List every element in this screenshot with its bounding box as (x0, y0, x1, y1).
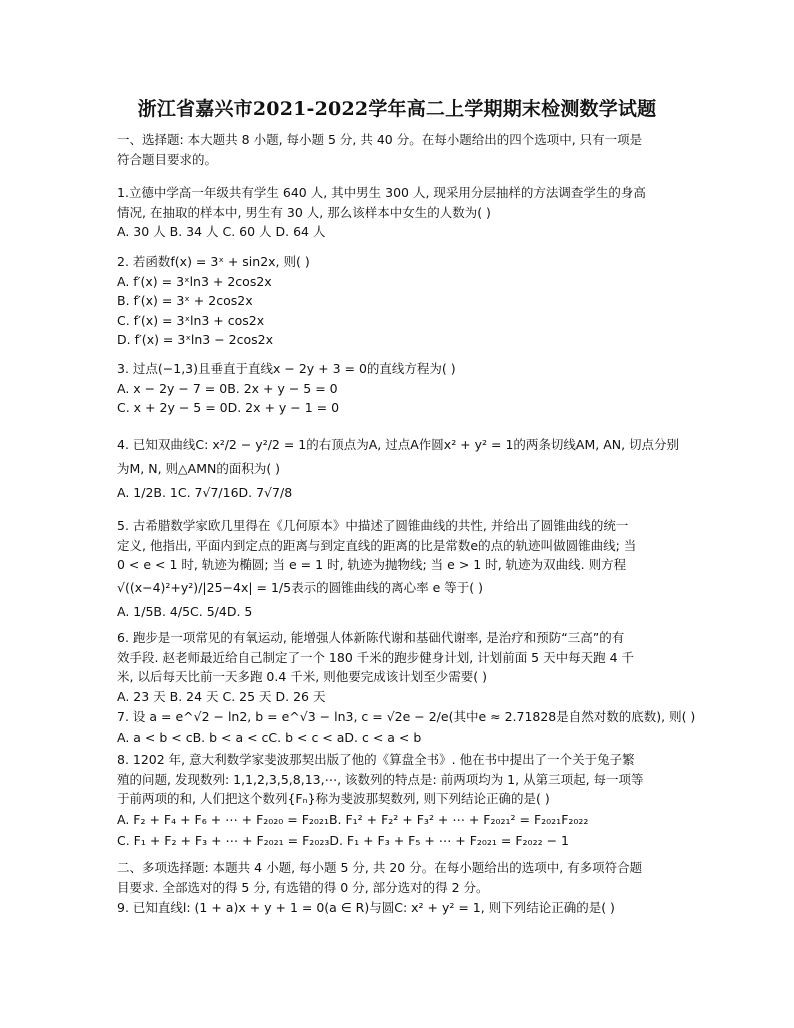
q3-options-cd: C. x + 2y − 5 = 0D. 2x + y − 1 = 0 (117, 400, 340, 415)
section-2-instructions (117, 858, 677, 897)
section-1-line-2: 符合题目要求的。 (117, 151, 218, 167)
q1-line-2: 情况, 在抽取的样本中, 男生有 30 人, 那么该样本中女生的人数为( ) (117, 204, 491, 220)
q3-stem: 3. 过点(−1,3)且垂直于直线x − 2y + 3 = 0的直线方程为( ) (117, 361, 456, 376)
q5-line-3: 0 < e < 1 时, 轨迹为椭圆; 当 e = 1 时, 轨迹为抛物线; 当 e > 1 时, 轨迹为双曲线. 则方程 (117, 557, 627, 572)
q1-line-1: 1.立德中学高一年级共有学生 640 人, 其中男生 300 人, 现采用分层抽样的方法调查学生的身高 (117, 185, 646, 200)
section-2-line-2: 目要求. 全部选对的得 5 分, 有选错的得 0 分, 部分选对的得 2 分。 (117, 879, 489, 895)
q6-line-2: 效手段. 赵老师最近给自己制定了一个 180 千米的跑步健身计划, 计划前面 5 天中每天跑 4 千 (117, 649, 634, 665)
q8-line-2: 殖的问题, 发现数列: 1,1,2,3,5,8,13,⋯, 该数列的特点是: 前两项均为 1, 从第三项起, 每一项等 (117, 771, 644, 787)
section-1-line-1: 一、选择题: 本大题共 8 小题, 每小题 5 分, 共 40 分。在每小题给出的四个选项中, 只有一项是 (117, 132, 643, 147)
section-2-line-1: 二、多项选择题: 本题共 4 小题, 每小题 5 分, 共 20 分。在每小题给出的选项中, 有多项符合题 (117, 860, 643, 875)
q2-option-d: D. f′(x) = 3ˣln3 − 2cos2x (117, 332, 273, 347)
q4-line-1: 4. 已知双曲线C: x²/2 − y²/2 = 1的右顶点为A, 过点A作圆x² + y² = 1的两条切线AM, AN, 切点分别 (117, 437, 680, 452)
q5-options: A. 1/5B. 4/5C. 5/4D. 5 (117, 603, 253, 619)
q8-options-cd: C. F₁ + F₂ + F₃ + ⋯ + F₂₀₂₁ = F₂₀₂₃D. F₁ + F₃ + F₅ + ⋯ + F₂₀₂₁ = F₂₀₂₂ − 1 (117, 832, 569, 848)
q5-line-4: √((x−4)²+y²)/|25−4x| = 1/5表示的圆锥曲线的离心率 e 等于( ) (117, 579, 483, 595)
question-8 (117, 750, 677, 851)
q8-options-ab: A. F₂ + F₄ + F₆ + ⋯ + F₂₀₂₀ = F₂₀₂₁B. F₁² + F₂² + F₃² + ⋯ + F₂₀₂₁² = F₂₀₂₁F₂₀₂₂ (117, 811, 589, 827)
question-3 (117, 359, 677, 418)
q3-options-ab: A. x − 2y − 7 = 0B. 2x + y − 5 = 0 (117, 380, 338, 396)
question-7 (117, 706, 696, 748)
question-1 (117, 183, 677, 242)
q6-line-3: 米, 以后每天比前一天多跑 0.4 千米, 则他要完成该计划至少需要( ) (117, 669, 487, 684)
q5-line-2: 定义, 他指出, 平面内到定点的距离与到定直线的距离的比是常数e的点的轨迹叫做圆锥曲线; 当 (117, 537, 637, 553)
q8-line-3: 于前两项的和, 人们把这个数列{Fₙ}称为斐波那契数列, 则下列结论正确的是( ) (117, 791, 550, 806)
q2-stem: 2. 若函数f(x) = 3ˣ + sin2x, 则( ) (117, 254, 310, 269)
q7-stem: 7. 设 a = e^√2 − ln2, b = e^√3 − ln3, c = √2e − 2/e(其中e ≈ 2.71828是自然对数的底数), 则( ) (117, 709, 696, 724)
section-1-instructions (117, 130, 677, 169)
q7-options: A. a < b < cB. b < a < cC. b < c < aD. c < a < b (117, 730, 422, 745)
page-title: 浙江省嘉兴市2021-2022学年高二上学期期末检测数学试题 (137, 98, 657, 120)
q4-options: A. 1/2B. 1C. 7√7/16D. 7√7/8 (117, 485, 293, 500)
q6-options: A. 23 天 B. 24 天 C. 25 天 D. 26 天 (117, 688, 326, 704)
question-4 (117, 432, 680, 506)
q1-options: A. 30 人 B. 34 人 C. 60 人 D. 64 人 (117, 224, 326, 239)
q2-option-b: B. f′(x) = 3ˣ + 2cos2x (117, 293, 253, 308)
q4-line-2: 为M, N, 则△AMN的面积为( ) (117, 461, 281, 476)
q6-line-1: 6. 跑步是一项常见的有氧运动, 能增强人体新陈代谢和基础代谢率, 是治疗和预防“三高”的有 (117, 630, 625, 645)
q9-stem: 9. 已知直线l: (1 + a)x + y + 1 = 0(a ∈ R)与圆C: x² + y² = 1, 则下列结论正确的是( ) (117, 900, 615, 915)
q8-line-1: 8. 1202 年, 意大利数学家斐波那契出版了他的《算盘全书》. 他在书中提出了一个关于兔子繁 (117, 752, 635, 767)
question-5 (117, 516, 677, 623)
q2-option-c: C. f′(x) = 3ˣln3 + cos2x (117, 312, 265, 328)
q5-line-1: 5. 古希腊数学家欧几里得在《几何原本》中描述了圆锥曲线的共性, 并给出了圆锥曲线的统一 (117, 518, 629, 533)
question-2 (117, 252, 677, 350)
question-6 (117, 628, 677, 706)
q2-option-a: A. f′(x) = 3ˣln3 + 2cos2x (117, 273, 272, 289)
question-9 (117, 898, 677, 918)
